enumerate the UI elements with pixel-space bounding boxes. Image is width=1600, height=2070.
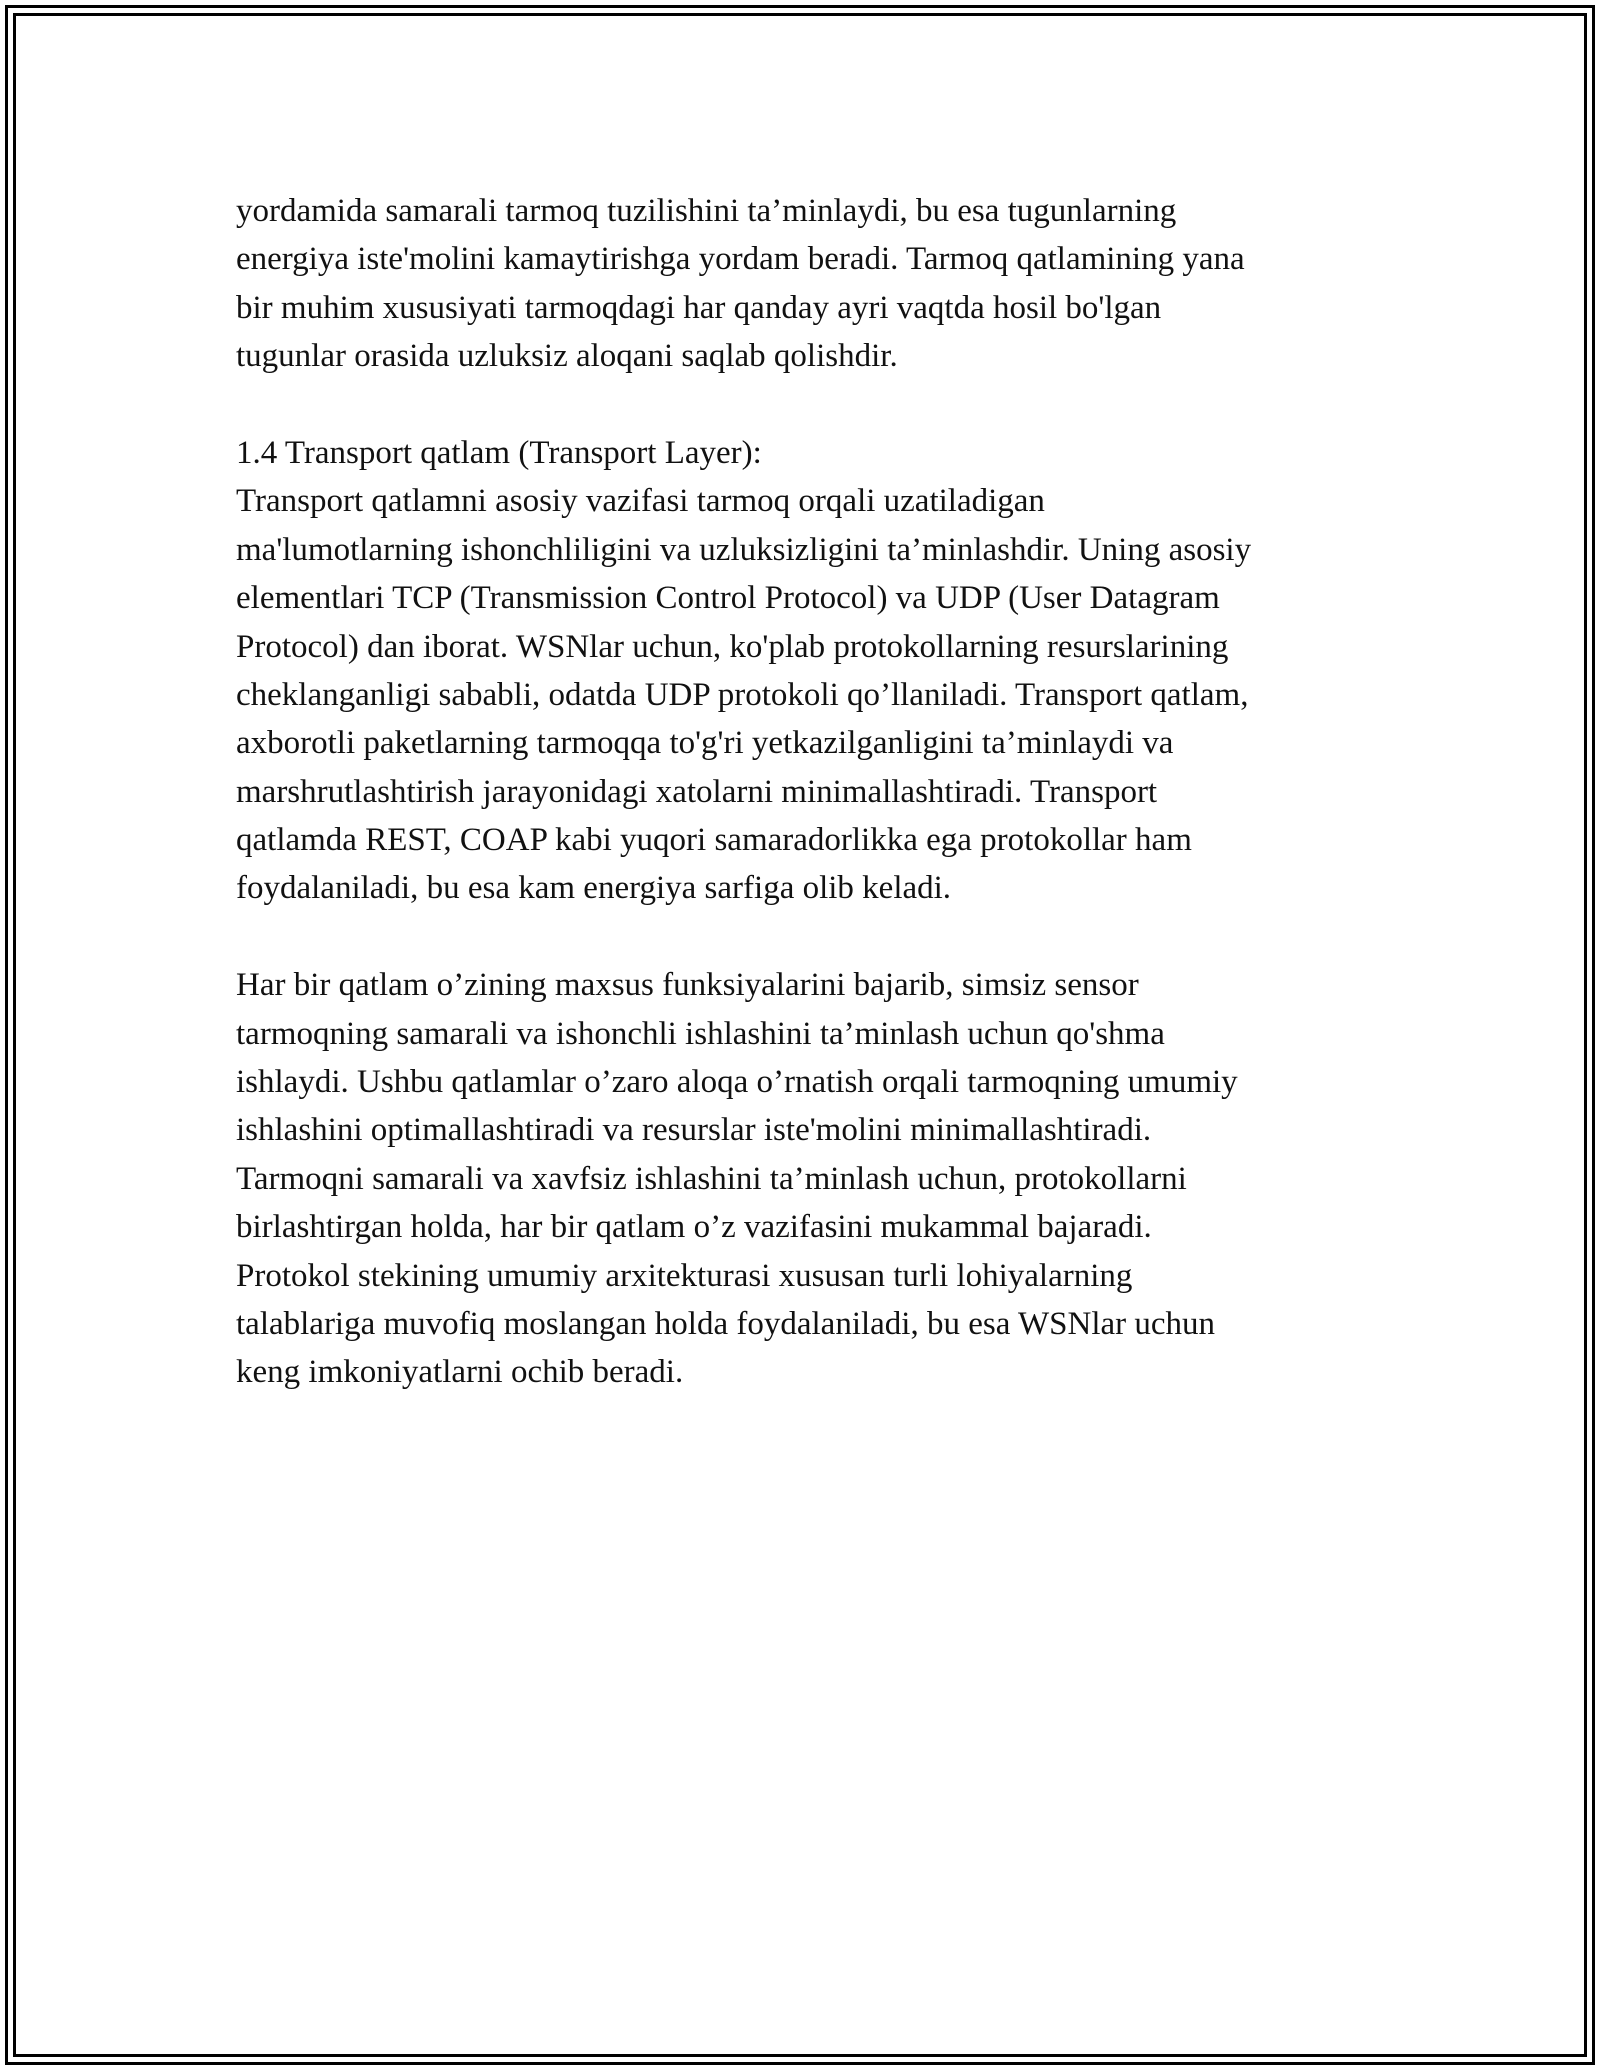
document-body — [236, 187, 1426, 1397]
text-line: axborotli paketlarning tarmoqqa to'g'ri yetkazilganligini ta’minlaydi va — [236, 725, 1174, 762]
text-line: birlashtirgan holda, har bir qatlam o’z vazifasini mukammal bajaradi. — [236, 1209, 1152, 1246]
text-line: bir muhim xususiyati tarmoqdagi har qanday ayri vaqtda hosil bo'lgan — [236, 289, 1162, 326]
text-line: elementlari TCP (Transmission Control Protocol) va UDP (User Datagram — [236, 580, 1220, 617]
paragraph-gap — [236, 381, 1426, 429]
text-line: Protocol) dan iborat. WSNlar uchun, ko'plab protokollarning resurslarining — [236, 628, 1229, 665]
text-line: energiya iste'molini kamaytirishga yordam beradi. Tarmoq qatlamining yana — [236, 241, 1245, 278]
text-line: foydalaniladi, bu esa kam energiya sarfiga olib keladi. — [236, 870, 952, 907]
paragraph-network-layer-end — [236, 187, 1426, 381]
text-line: qatlamda REST, COAP kabi yuqori samaradorlikka ega protokollar ham — [236, 822, 1192, 859]
paragraph-gap — [236, 913, 1426, 961]
text-line: keng imkoniyatlarni ochib beradi. — [236, 1354, 684, 1391]
section-heading: 1.4 Transport qatlam (Transport Layer): — [236, 434, 762, 471]
text-line: Protokol stekining umumiy arxitekturasi xususan turli lohiyalarning — [236, 1257, 1133, 1294]
text-line: marshrutlashtirish jarayonidagi xatolarni minimallashtiradi. Transport — [236, 773, 1158, 810]
text-line: ishlaydi. Ushbu qatlamlar o’zaro aloqa o’rnatish orqali tarmoqning umumiy — [236, 1064, 1238, 1101]
text-line: cheklanganligi sababli, odatda UDP protokoli qo’llaniladi. Transport qatlam, — [236, 676, 1249, 713]
text-line: tarmoqning samarali va ishonchli ishlashini ta’minlash uchun qo'shma — [236, 1015, 1165, 1052]
text-line: Transport qatlamni asosiy vazifasi tarmoq orqali uzatiladigan — [236, 483, 1045, 520]
text-line: talablariga muvofiq moslangan holda foydalaniladi, bu esa WSNlar uchun — [236, 1305, 1216, 1342]
text-line: tugunlar orasida uzluksiz aloqani saqlab qolishdir. — [236, 338, 898, 375]
paragraph-summary — [236, 961, 1426, 1397]
text-line: Tarmoqni samarali va xavfsiz ishlashini ta’minlash uchun, protokollarni — [236, 1160, 1187, 1197]
text-line: ma'lumotlarning ishonchliligini va uzluksizligini ta’minlashdir. Uning asosiy — [236, 531, 1252, 568]
text-line: Har bir qatlam o’zining maxsus funksiyalarini bajarib, simsiz sensor — [236, 967, 1139, 1004]
text-line: yordamida samarali tarmoq tuzilishini ta’minlaydi, bu esa tugunlarning — [236, 193, 1177, 229]
text-line: ishlashini optimallashtiradi va resurslar iste'molini minimallashtiradi. — [236, 1112, 1152, 1149]
paragraph-transport-layer — [236, 477, 1426, 913]
